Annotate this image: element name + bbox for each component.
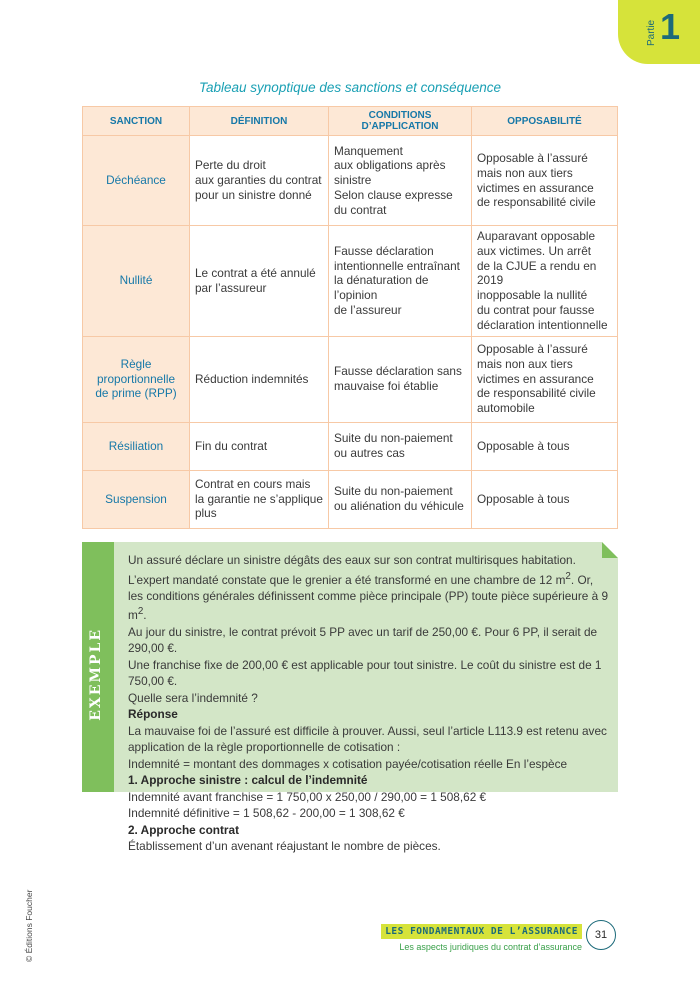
cell-sanction: Déchéance [83,136,190,226]
header-opposabilite: OPPOSABILITÉ [472,107,618,136]
intro-part-3: . [143,608,147,623]
step-1-line: Indemnité définitive = 1 508,62 - 200,00 = 1 308,62 € [128,806,405,821]
footer-title: LES FONDAMENTAUX DE L’ASSURANCE [381,924,582,939]
step-2-title: 2. Approche contrat [128,822,239,837]
intro-sup-1: 2 [565,570,571,582]
example-label: EXEMPLE [88,628,104,721]
step-1-title: 1. Approche sinistre : calcul de l’indemnité [128,773,368,788]
cell-sanction: Suspension [83,470,190,528]
header-conditions: CONDITIONS D’APPLICATION [329,107,472,136]
header-sanction: SANCTION [83,107,190,136]
cell-opposabilite: Auparavant opposable aux victimes. Un arrêt de la CJUE a rendu en 2019 inopposable la nullité du contrat pour fausse déclaration intentionnelle [472,226,618,337]
cell-definition: Contrat en cours mais la garantie ne s’applique plus [190,470,329,528]
step-2-line: Établissement d’un avenant réajustant le nombre de pièces. [128,839,441,854]
cell-definition: Le contrat a été annulé par l’assureur [190,226,329,337]
intro-part-1: Un assuré déclare un sinistre dégâts des eaux sur son contrat multirisques habitation. L’expert mandaté constate que le grenier a été transformé en une chambre de 12 m [128,553,576,587]
cell-definition: Perte du droit aux garanties du contrat pour un sinistre donné [190,136,329,226]
cell-conditions: Suite du non-paiement ou aliénation du véhicule [329,470,472,528]
step-1-line: Indemnité avant franchise = 1 750,00 x 250,00 / 290,00 = 1 508,62 € [128,789,487,804]
table-header-row [83,107,618,136]
table-row [83,226,618,337]
cell-opposabilite: Opposable à l’assuré mais non aux tiers victimes en assurance de responsabilité civile [472,136,618,226]
header-definition: DÉFINITION [190,107,329,136]
intro-sup-2: 2 [137,606,144,618]
intro-part-2: . Or, les conditions générales définissent comme pièce principale (PP) toute pièce supérieure à 9 m [128,572,609,623]
example-content [128,552,608,855]
example-line: Au jour du sinistre, le contrat prévoit 5 PP avec un tarif de 250,00 €. Pour 6 PP, il serait de 290,00 €. [128,624,598,656]
cell-opposabilite: Opposable à tous [472,470,618,528]
cell-definition: Fin du contrat [190,422,329,470]
part-number: 1 [660,6,681,47]
footer-subtitle: Les aspects juridiques du contrat d’assurance [399,942,582,952]
table-row [83,422,618,470]
example-box [82,542,618,854]
cell-definition: Réduction indemnités [190,336,329,422]
part-tab [618,0,700,64]
cell-sanction: Résiliation [83,422,190,470]
cell-conditions: Fausse déclaration intentionnelle entraînant la dénaturation de l’opinion de l’assureur [329,226,472,337]
cell-opposabilite: Opposable à l’assuré mais non aux tiers victimes en assurance de responsabilité civile automobile [472,336,618,422]
cell-conditions: Suite du non-paiement ou autres cas [329,422,472,470]
answer-title: Réponse [128,707,178,722]
cell-conditions: Manquement aux obligations après sinistre Selon clause expresse du contrat [329,136,472,226]
example-intro [128,552,608,624]
page-number: 31 [586,920,616,950]
table-row [83,136,618,226]
answer-formula: Indemnité = montant des dommages x cotisation payée/cotisation réelle En l’espèce [128,756,568,771]
table-row [83,336,618,422]
answer-text: La mauvaise foi de l’assuré est difficile à prouver. Aussi, seul l’article L113.9 est retenu avec application de la règle proportionnelle de cotisation : [128,723,607,755]
cell-opposabilite: Opposable à tous [472,422,618,470]
table-row [83,470,618,528]
sanctions-table [82,106,618,529]
part-word: Partie [646,19,657,46]
copyright: © Éditions Foucher [24,889,34,962]
table-title: Tableau synoptique des sanctions et conséquence [199,80,501,95]
example-line: Une franchise fixe de 200,00 € est applicable pour tout sinistre. Le coût du sinistre est de 1 750,00 €. [128,657,602,689]
cell-conditions: Fausse déclaration sans mauvaise foi établie [329,336,472,422]
cell-sanction: Règle proportionnelle de prime (RPP) [83,336,190,422]
cell-sanction: Nullité [83,226,190,337]
example-question: Quelle sera l’indemnité ? [128,690,258,705]
